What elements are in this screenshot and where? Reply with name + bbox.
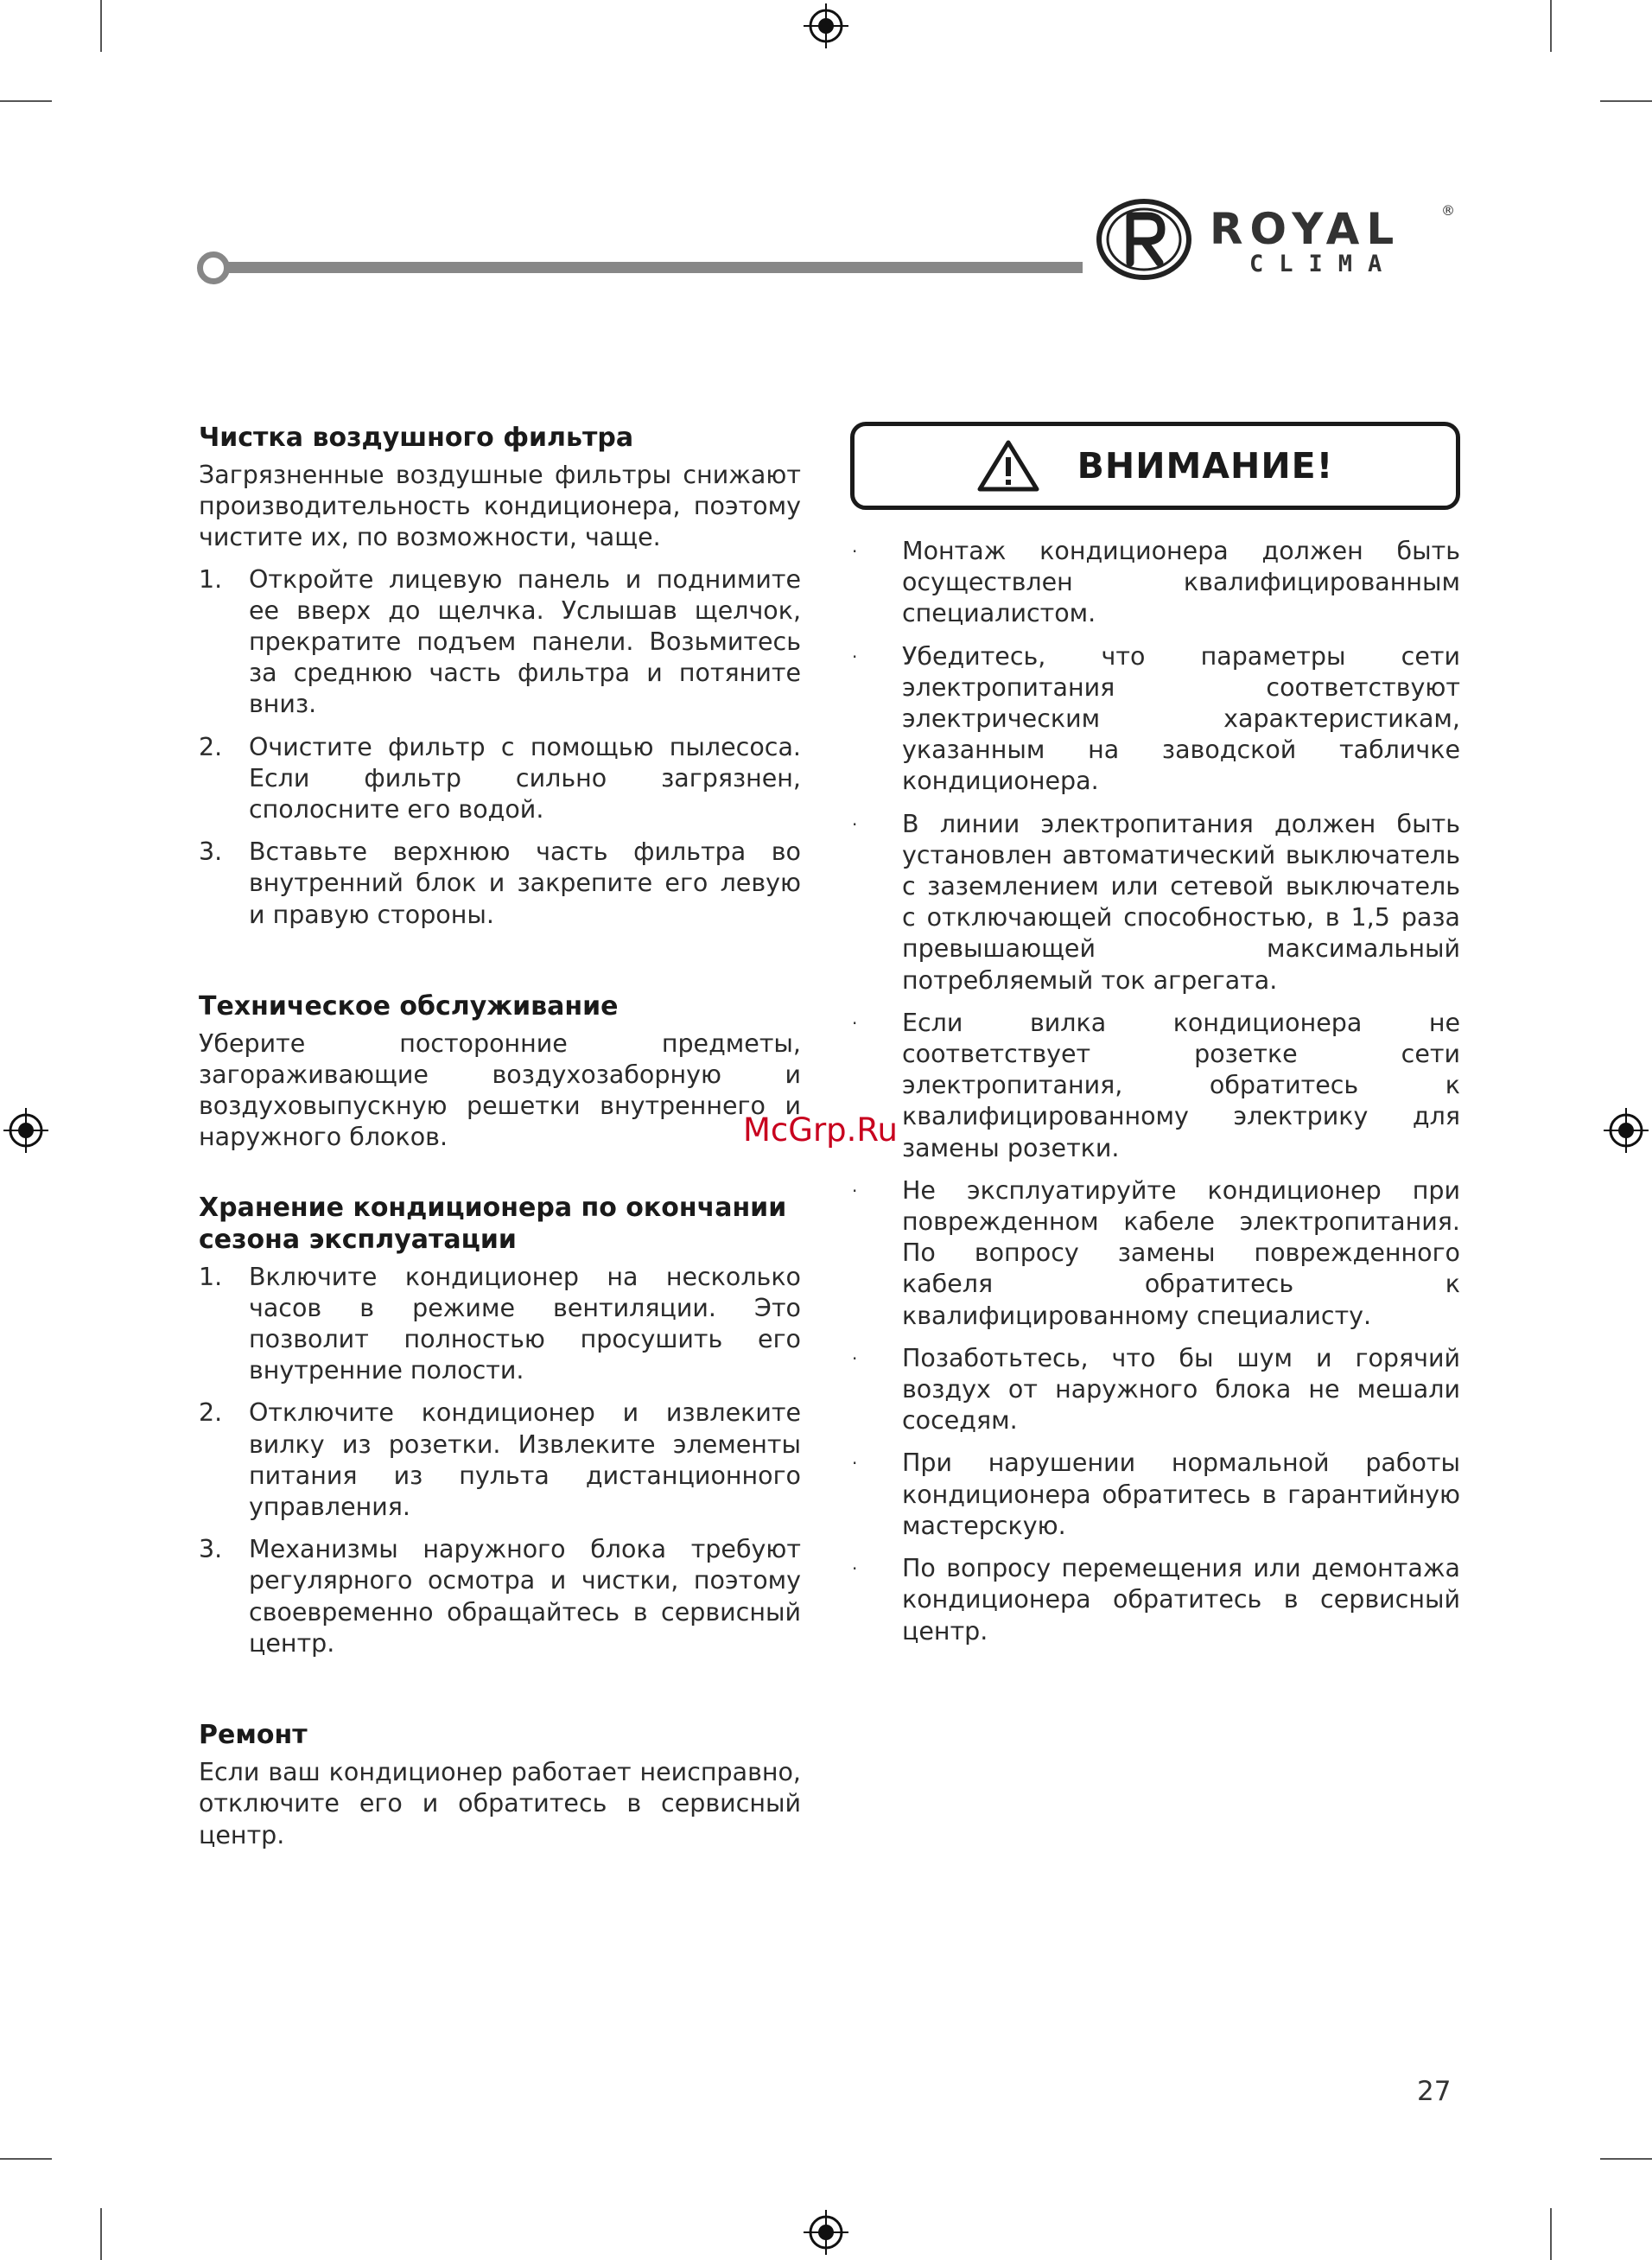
bullet-text: Не эксплуатируйте кондиционер при поврежденном кабеле электропитания. По вопросу замены поврежденного кабеля обратитесь к квалифицированному специалисту. [902, 1175, 1460, 1330]
list-item-text: Очистите фильтр с помощью пылесоса. Если фильтр сильно загрязнен, сполосните его водой. [249, 732, 801, 824]
bullet-text: По вопросу перемещения или демонтажа кондиционера обратитесь в сервисный центр. [902, 1554, 1460, 1646]
bullet-marker: · [852, 1180, 858, 1201]
list-item-text: Включите кондиционер на несколько часов в режиме вентиляции. Это позволит полностью просушить его внутренние полости. [249, 1262, 801, 1385]
bullet-item [850, 1448, 1460, 1542]
bullet-marker: · [852, 1347, 858, 1369]
registration-mark-icon [3, 1108, 48, 1153]
crop-mark [0, 2158, 52, 2160]
left-column [199, 422, 801, 1862]
list-number: 3. [199, 837, 223, 867]
section-intro: Загрязненные воздушные фильтры снижают производительность кондиционера, поэтому чистите их, по возможности, чаще. [199, 461, 801, 552]
section-text: Если ваш кондиционер работает неисправно, отключите его и обратитесь в сервисный центр. [199, 1758, 801, 1849]
bullet-item [850, 809, 1460, 996]
bullet-item [850, 641, 1460, 798]
registration-mark-icon [804, 2210, 848, 2255]
brand-name-clima: CLIMA [1249, 251, 1398, 277]
brand-name-royal: ROYAL [1210, 204, 1401, 254]
registration-mark-icon [1604, 1108, 1649, 1153]
watermark: McGrp.Ru [743, 1111, 898, 1149]
warning-title: ВНИМАНИЕ! [1077, 444, 1334, 487]
bullet-marker: · [852, 646, 858, 667]
bullet-item [850, 1553, 1460, 1647]
bullet-item [850, 1175, 1460, 1332]
section-text: Уберите посторонние предметы, загораживающие воздухозаборную и воздуховыпускную решетки внутреннего и наружного блоков. [199, 1028, 801, 1152]
bullet-marker: · [852, 541, 858, 562]
page-number: 27 [1417, 2076, 1452, 2107]
section-heading: Ремонт [199, 1720, 308, 1751]
list-item [199, 837, 801, 931]
list-number: 1. [199, 1262, 223, 1291]
list-item-text: Механизмы наружного блока требуют регулярного осмотра и чистки, поэтому своевременно обращайтесь в сервисный центр. [249, 1535, 801, 1658]
crop-mark [100, 2208, 102, 2260]
list-number: 1. [199, 564, 223, 594]
list-item-text: Откройте лицевую панель и поднимите ее вверх до щелчка. Услышав щелчок, прекратите подъем панели. Возьмитесь за среднюю часть фильтра и потяните вниз. [249, 564, 801, 719]
crop-mark [1550, 0, 1552, 52]
section-heading: Хранение кондиционера по окончании сезона эксплуатации [199, 1192, 787, 1255]
bullet-text: В линии электропитания должен быть установлен автоматический выключатель с заземлением или сетевой выключатель с отключающей способностью, в 1,5 раза превышающей максимальный потребляемый ток агрегата. [902, 809, 1460, 995]
bullet-marker: · [852, 1558, 858, 1580]
bullet-text: Монтаж кондиционера должен быть осуществлен квалифицированным специалистом. [902, 537, 1460, 628]
storage-section [199, 1192, 801, 1659]
bullet-marker: · [852, 813, 858, 835]
warning-bullet-list [850, 536, 1460, 1647]
list-number: 2. [199, 1398, 223, 1428]
numbered-list [199, 1262, 801, 1659]
crop-mark [100, 0, 102, 52]
bullet-marker: · [852, 1012, 858, 1034]
list-item [199, 732, 801, 826]
bullet-text: При нарушении нормальной работы кондиционера обратитесь в гарантийную мастерскую. [902, 1448, 1460, 1540]
list-item [199, 1262, 801, 1387]
repair-section [199, 1719, 801, 1851]
filter-cleaning-section [199, 422, 801, 931]
bullet-marker: · [852, 1453, 858, 1474]
section-heading: Чистка воздушного фильтра [199, 423, 634, 453]
crop-mark [1600, 2158, 1652, 2160]
header-bar [225, 262, 1083, 273]
list-item-text: Отключите кондиционер и извлеките вилку из розетки. Извлеките элементы питания из пульта дистанционного управления. [249, 1398, 801, 1522]
list-item-text: Вставьте верхнюю часть фильтра во внутренний блок и закрепите его левую и правую стороны. [249, 837, 801, 929]
header-bar-knob [197, 251, 230, 284]
registered-mark: ® [1441, 202, 1455, 219]
crop-mark [0, 100, 52, 102]
right-column [850, 422, 1460, 1658]
royal-r-emblem-icon [1096, 197, 1192, 282]
list-item [199, 564, 801, 721]
bullet-item [850, 536, 1460, 630]
bullet-text: Убедитесь, что параметры сети электропитания соответствуют электрическим характеристикам, указанным на заводской табличке кондиционера. [902, 641, 1460, 796]
section-heading: Техническое обслуживание [199, 990, 619, 1022]
list-item [199, 1397, 801, 1523]
brand-logo [1096, 197, 1458, 282]
list-number: 2. [199, 732, 223, 761]
warning-triangle-icon [977, 439, 1039, 493]
bullet-item [850, 1343, 1460, 1437]
crop-mark [1600, 100, 1652, 102]
bullet-item [850, 1008, 1460, 1164]
bullet-text: Если вилка кондиционера не соответствует розетке сети электропитания, обратитесь к квалифицированному электрику для замены розетки. [902, 1008, 1460, 1162]
numbered-list [199, 564, 801, 931]
list-item [199, 1534, 801, 1659]
list-number: 3. [199, 1535, 223, 1564]
warning-box [850, 422, 1460, 510]
registration-mark-icon [804, 3, 848, 48]
crop-mark [1550, 2208, 1552, 2260]
maintenance-section [199, 990, 801, 1154]
bullet-text: Позаботьтесь, что бы шум и горячий воздух от наружного блока не мешали соседям. [902, 1343, 1460, 1436]
